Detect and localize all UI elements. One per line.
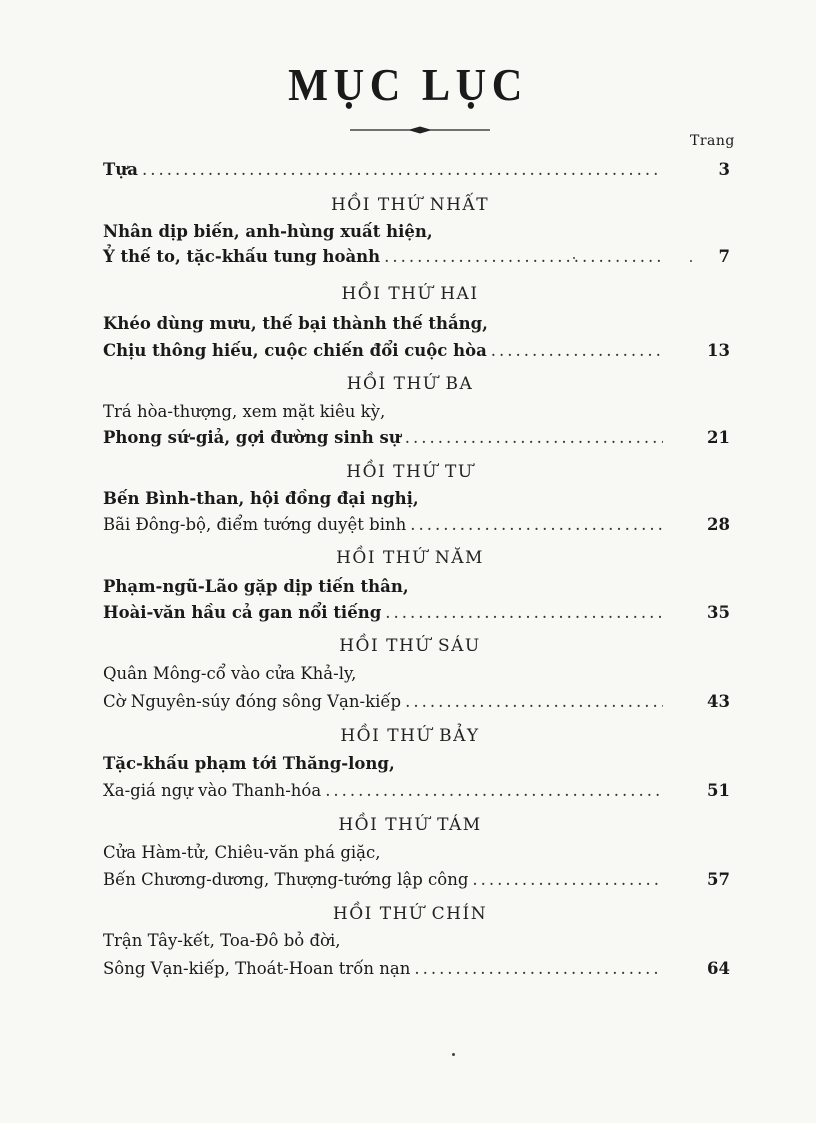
- chapter-title-line1: Khéo dùng mưu, thế bại thành thế thắng,: [103, 314, 488, 333]
- chapter-heading: HỒI THỨ HAI: [341, 284, 479, 304]
- chapter-heading: HỒI THỨ SÁU: [339, 636, 481, 656]
- chapter-title-line1: Tặc-khấu phạm tới Thăng-long,: [103, 754, 395, 773]
- chapter-title-line2: Phong sứ-giả, gợi đường sinh sự: [103, 428, 401, 447]
- chapter-title-line2: Bến Chương-dương, Thượng-tướng lập công: [103, 870, 469, 889]
- toc-entry: [103, 781, 663, 800]
- chapter-title-line1: Phạm-ngũ-Lão gặp dịp tiến thân,: [103, 577, 409, 596]
- chapter-heading: HỒI THỨ CHÍN: [332, 904, 488, 924]
- dot-leader: [325, 781, 663, 800]
- chapter-title-line2: Sông Vạn-kiếp, Thoát-Hoan trốn nạn: [103, 959, 411, 978]
- toc-entry: [103, 692, 663, 711]
- toc-entry-preface: [103, 160, 663, 179]
- dot-leader: [414, 959, 663, 978]
- chapter-title-line1: Cửa Hàm-tử, Chiêu-văn phá giặc,: [103, 843, 381, 862]
- chapter-title-line2: Hoài-văn hầu cả gan nổi tiếng: [103, 603, 382, 622]
- toc-entry: [103, 428, 663, 447]
- dot-leader: [385, 603, 663, 622]
- chapter-title-line1: Bến Bình-than, hội đồng đại nghị,: [103, 489, 419, 508]
- dot-leader: [472, 870, 663, 889]
- chapter-title-line2: Xa-giá ngự vào Thanh-hóa: [103, 781, 322, 800]
- page-title: MỤC LỤC: [288, 59, 528, 110]
- preface-label: Tựa: [103, 160, 138, 179]
- chapter-title-line1: Quân Mông-cổ vào cửa Khả-ly,: [103, 664, 357, 683]
- chapter-heading: HỒI THỨ BA: [346, 374, 474, 394]
- page-number: 43: [707, 692, 730, 711]
- print-speck: [452, 1053, 455, 1056]
- dot-leader: [405, 692, 663, 711]
- chapter-title-line2: Cờ Nguyên-súy đóng sông Vạn-kiếp: [103, 692, 402, 711]
- page-number: 28: [707, 515, 730, 534]
- page-number: 64: [707, 959, 730, 978]
- dot-leader: [142, 160, 663, 179]
- page-number: 21: [707, 428, 730, 447]
- chapter-title-line1: Trận Tây-kết, Toa-Đô bỏ đời,: [103, 931, 341, 950]
- toc-entry: [103, 603, 663, 622]
- toc-entry: [103, 341, 663, 360]
- dot-leader: [410, 515, 663, 534]
- dot-leader: [384, 247, 663, 266]
- chapter-heading: HỒI THỨ BẢY: [340, 726, 480, 746]
- toc-entry: [103, 959, 663, 978]
- toc-entry: [103, 515, 663, 534]
- title-ornament-divider: [350, 125, 490, 135]
- chapter-heading: HỒI THỨ TÁM: [338, 815, 482, 835]
- chapter-title-line2: Ỷ thế to, tặc-khấu tung hoành: [103, 247, 381, 266]
- chapter-title-line2: Bãi Đông-bộ, điểm tướng duyệt binh: [103, 515, 407, 534]
- page-column-label: Trang: [690, 133, 735, 149]
- toc-entry: [103, 870, 663, 889]
- chapter-title-line1: Trá hòa-thượng, xem mặt kiêu kỳ,: [103, 402, 386, 421]
- chapter-heading: HỒI THỨ TƯ: [346, 462, 474, 482]
- print-speck: [690, 260, 692, 262]
- chapter-heading: HỒI THỨ NĂM: [336, 548, 484, 568]
- page-number: 7: [718, 247, 730, 266]
- page-number: 57: [707, 870, 730, 889]
- dot-leader: [405, 428, 663, 447]
- page-number: 13: [707, 341, 730, 360]
- print-speck: [573, 257, 575, 259]
- page-number: 35: [707, 603, 730, 622]
- chapter-heading: HỒI THỨ NHẤT: [330, 195, 490, 215]
- chapter-title-line2: Chịu thông hiếu, cuộc chiến đổi cuộc hòa: [103, 341, 487, 360]
- page-number: 51: [707, 781, 730, 800]
- chapter-title-line1: Nhân dịp biến, anh-hùng xuất hiện,: [103, 222, 433, 241]
- page-number: 3: [718, 160, 730, 179]
- toc-entry: [103, 247, 663, 266]
- dot-leader: [491, 341, 663, 360]
